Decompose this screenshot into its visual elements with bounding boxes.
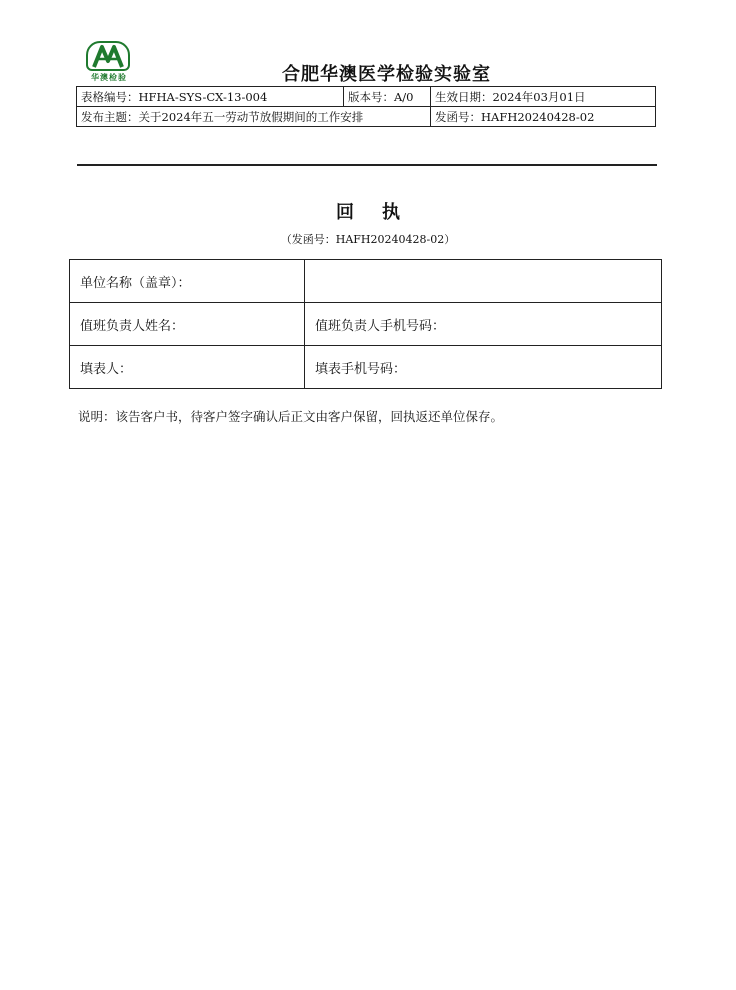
document-header-table (76, 86, 656, 127)
receipt-form-table (69, 259, 662, 389)
receipt-subtitle: （发函号：HAFH20240428-02） (280, 233, 456, 246)
duty-manager-phone-label[interactable]: 值班负责人手机号码： (305, 303, 662, 346)
release-subject: 发布主题：关于2024年五一劳动节放假期间的工作安排 (77, 107, 431, 127)
instruction-note: 说明：该告客户书，待客户签字确认后正文由客户保留，回执返还单位保存。 (78, 409, 504, 424)
logo-text: 华澳检验 (91, 72, 127, 82)
version-number: 版本号：A/0 (344, 87, 431, 107)
duty-manager-name-label[interactable]: 值班负责人姓名： (70, 303, 305, 346)
unit-name-field[interactable] (305, 260, 662, 303)
effective-date: 生效日期：2024年03月01日 (431, 87, 656, 107)
table-row (70, 346, 662, 389)
letter-number: 发函号：HAFH20240428-02 (431, 107, 656, 127)
receipt-title: 回执 (336, 202, 428, 223)
table-row (70, 303, 662, 346)
unit-name-label: 单位名称（盖章）： (70, 260, 305, 303)
logo-mark-icon (86, 41, 130, 71)
company-logo (82, 41, 136, 85)
table-row (70, 260, 662, 303)
organization-name: 合肥华澳医学检验实验室 (282, 64, 491, 85)
filler-phone-label[interactable]: 填表手机号码： (305, 346, 662, 389)
form-number: 表格编号：HFHA-SYS-CX-13-004 (77, 87, 344, 107)
filler-name-label[interactable]: 填表人： (70, 346, 305, 389)
header-divider (77, 164, 657, 166)
